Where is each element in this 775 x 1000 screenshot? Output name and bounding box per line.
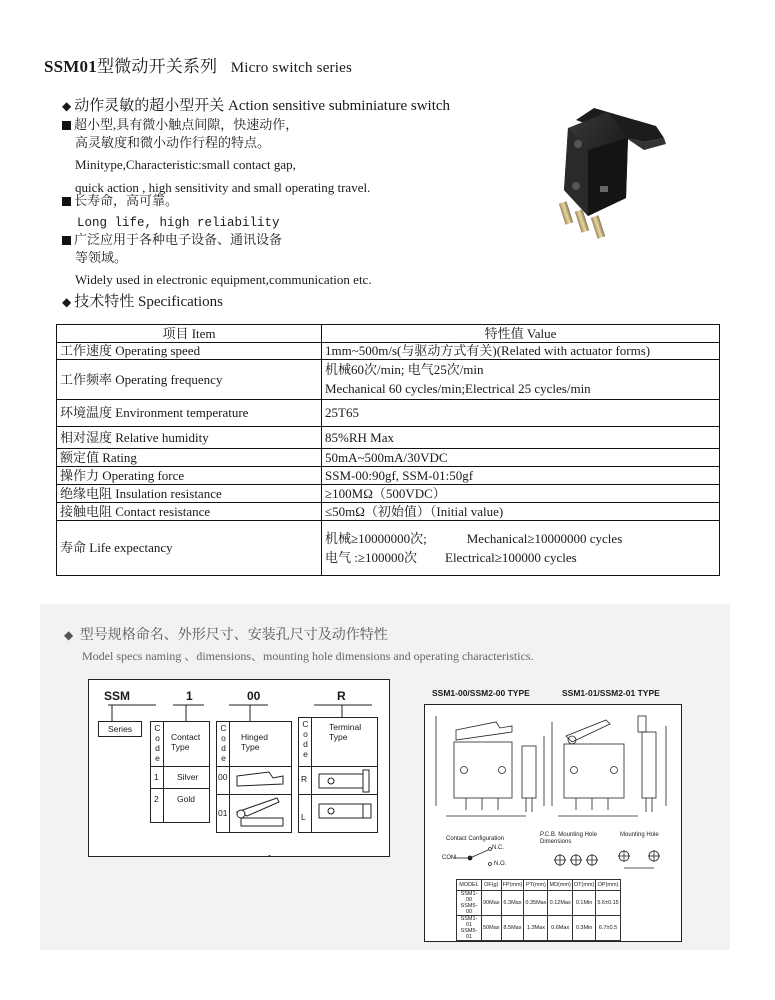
table-cell: 6.7±0.5	[596, 916, 620, 941]
column-header-item: 项目 Item	[57, 325, 322, 343]
hinge-shapes	[233, 768, 289, 830]
table-cell: 5.6±0.15	[596, 891, 620, 916]
spec-item: 绝缘电阻 Insulation resistance	[57, 485, 322, 503]
no-label: N.O.	[494, 861, 507, 867]
spec-item: 工作速度 Operating speed	[57, 343, 322, 360]
page-title: SSM01型微动开关系列 Micro switch series	[44, 57, 353, 76]
spec-value: 机械60次/min; 电气25次/min Mechanical 60 cycles/min;Electrical 25 cycles/min	[322, 360, 720, 400]
table-cell: 1.3Max	[524, 916, 548, 941]
dimension-drawings	[426, 706, 678, 836]
spec-value: 25T65	[322, 400, 720, 427]
spec-item: 额定值 Rating	[57, 449, 322, 467]
code-letters: C o d e	[154, 723, 161, 763]
table-row	[57, 400, 720, 427]
code-letters: C o d e	[220, 723, 227, 763]
spec-item: 相对湿度 Relative humidity	[57, 427, 322, 449]
table-cell: 0.1Min	[572, 891, 595, 916]
micro-switch-photo	[548, 98, 676, 248]
spec-item: 工作频率 Operating frequency	[57, 360, 322, 400]
table-row	[457, 891, 621, 916]
spec-value: 85%RH Max	[322, 427, 720, 449]
mounting-hole-label: Mounting Hole	[620, 832, 659, 838]
contact-type-box	[150, 721, 210, 823]
spec-item: 操作力 Operating force	[57, 467, 322, 485]
code-part-series: SSM	[104, 689, 131, 703]
column-header: OF(g)	[482, 880, 502, 891]
table-cell: SSM1-00 SSM5-00	[457, 891, 482, 916]
table-row	[57, 503, 720, 521]
table-cell: 0.12Max	[548, 891, 572, 916]
diamond-bullet-icon: ◆	[62, 99, 72, 113]
hinge-code: 00	[218, 772, 228, 782]
contact-type-label: Contact Type	[171, 732, 201, 752]
column-header: PT(mm)	[524, 880, 548, 891]
series-box: Series	[98, 721, 142, 737]
spec-value: 50mA~500mA/30VDC	[322, 449, 720, 467]
terminal-type-box	[298, 717, 378, 833]
spec-item: 接触电阻 Contact resistance	[57, 503, 322, 521]
spec-value: 机械≥10000000次; Mechanical≥10000000 cycles 电气 :≥100000次 Electrical≥100000 cycles	[322, 521, 720, 576]
table-header-row	[57, 325, 720, 343]
terminal-code: R	[301, 774, 308, 784]
spec-value: ≥100MΩ（500VDC）	[322, 485, 720, 503]
table-row	[57, 521, 720, 576]
table-cell: 8.5Max	[501, 916, 524, 941]
table-header-row	[457, 880, 621, 891]
terminal-shapes	[315, 768, 375, 830]
feature-item-3: 广泛应用于各种电子设备、通讯设备 等领域。 Widely used in electronic equipment,communication etc.	[62, 231, 372, 289]
diamond-bullet-icon: ◆	[62, 295, 72, 309]
hinged-type-label: Hinged Type	[241, 732, 268, 752]
square-bullet-icon	[62, 121, 71, 130]
contact-config-label: Contact Configuration	[446, 836, 505, 842]
nc-label: N.C.	[492, 845, 504, 851]
hinged-type-box	[216, 721, 292, 833]
terminal-type-label: Terminal Type	[329, 722, 362, 742]
diamond-bullet-icon: ◆	[64, 628, 74, 642]
code-part-hinge: 00	[247, 689, 261, 703]
terminal-code: L	[301, 812, 306, 822]
model-section-heading: ◆ 型号规格命名、外形尺寸、安装孔尺寸及动作特性	[64, 628, 388, 643]
square-bullet-icon	[62, 236, 71, 245]
specifications-table	[56, 324, 720, 576]
model-section-subheading: Model specs naming 、dimensions、mounting hole dimensions and operating characteristics.	[82, 649, 534, 663]
spec-value: ≤50mΩ（初始值）（Initial value)	[322, 503, 720, 521]
column-header: OP(mm)	[596, 880, 620, 891]
contact-code: 1	[154, 772, 159, 782]
column-header: MODEL	[457, 880, 482, 891]
table-cell: 0.6Max	[548, 916, 572, 941]
table-cell: 6.3Max	[501, 891, 524, 916]
square-bullet-icon	[62, 197, 71, 206]
type-a-label: SSM1-00/SSM2-00 TYPE	[432, 688, 530, 698]
type-b-label: SSM1-01/SSM2-01 TYPE	[562, 688, 660, 698]
contact-code: 2	[154, 794, 159, 804]
contact-and-hole-diagram	[440, 842, 676, 876]
dot-mark: •	[268, 852, 271, 861]
code-part-contact: 1	[186, 689, 193, 703]
column-header-value: 特性值 Value	[322, 325, 720, 343]
operating-characteristics-table	[456, 879, 621, 941]
table-row	[57, 360, 720, 400]
column-header: FP(mm)	[501, 880, 524, 891]
feature-item-2: 长寿命，高可靠。 Long life, high reliability	[62, 192, 280, 232]
column-header: OT(mm)	[572, 880, 595, 891]
table-row	[57, 467, 720, 485]
code-letters: C o d e	[302, 719, 309, 759]
feature-item-1: 超小型,具有微小触点间隙，快速动作， 高灵敏度和微小动作行程的特点。 Minitype,Characteristic:small contact gap, quick action , high sensitivity and small operating travel.	[62, 116, 370, 197]
table-cell: 90Max	[482, 891, 502, 916]
table-cell: 0.35Max	[524, 891, 548, 916]
table-cell: SSM1-01 SSM5-01	[457, 916, 482, 941]
pcb-label: P.C.B. Mounting Hole Dimensions	[540, 832, 597, 845]
hinge-code: 01	[218, 808, 228, 818]
specs-heading: ◆ 技术特性 Specifications	[62, 294, 223, 310]
spec-item: 寿命 Life expectancy	[57, 521, 322, 576]
features-headline: ◆ 动作灵敏的超小型开关 Action sensitive subminiature switch	[62, 98, 451, 114]
table-row	[57, 485, 720, 503]
com-label: COM	[442, 855, 456, 861]
table-cell: 0.3Min	[572, 916, 595, 941]
table-row	[57, 427, 720, 449]
spec-value: SSM-00:90gf, SSM-01:50gf	[322, 467, 720, 485]
code-part-terminal: R	[337, 689, 346, 703]
spec-item: 环境温度 Environment temperature	[57, 400, 322, 427]
table-cell: 50Max	[482, 916, 502, 941]
table-row	[57, 343, 720, 360]
column-header: MD(mm)	[548, 880, 572, 891]
table-row	[457, 916, 621, 941]
spec-value: 1mm~500m/s(与驱动方式有关)(Related with actuator forms)	[322, 343, 720, 360]
table-row	[57, 449, 720, 467]
contact-name: Silver	[177, 772, 199, 782]
contact-name: Gold	[177, 794, 195, 804]
